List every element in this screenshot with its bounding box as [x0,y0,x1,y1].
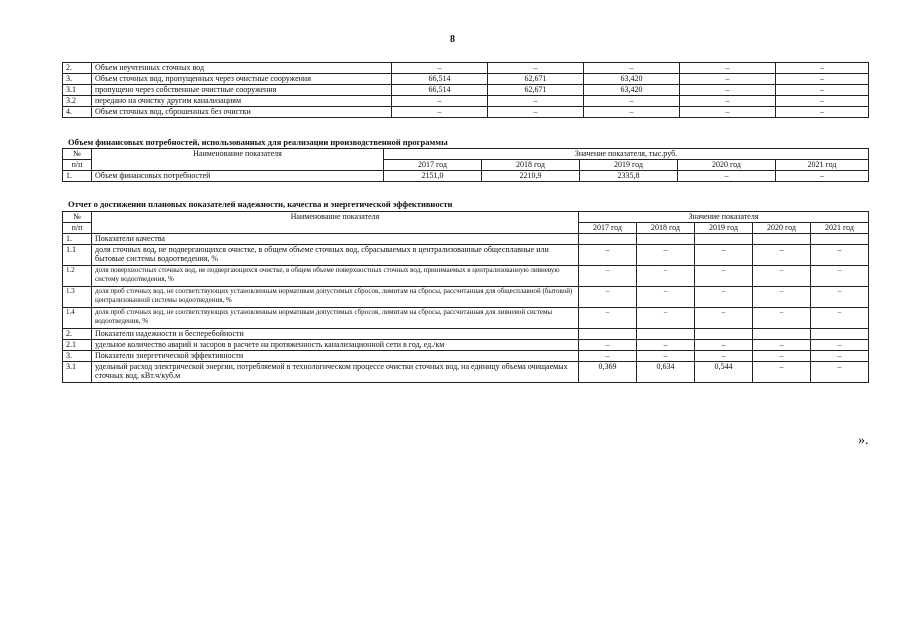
row-number-cell: 2.1 [63,340,92,351]
value-cell: – [637,308,695,329]
row-number-cell: 3. [63,351,92,362]
table-row [63,245,869,266]
row-number-cell: 4. [63,107,92,118]
value-cell: – [392,107,488,118]
value-cell: – [579,287,637,308]
indicator-name-cell: Показатели энергетической эффективности [92,351,579,362]
financial-needs-table [62,148,869,182]
indicator-name-cell: передано на очистку другим канализациям [92,96,392,107]
indicator-name-cell: удельное количество аварий и засоров в расчете на протяженность канализационной сети в год, ед./км [92,340,579,351]
value-cell [637,329,695,340]
value-cell [637,234,695,245]
value-cell: – [776,74,869,85]
value-cell: 2335,8 [580,171,678,182]
year-header: 2018 год [637,223,695,234]
row-number-cell: 3.1 [63,85,92,96]
value-cell: 62,671 [488,85,584,96]
value-cell: – [695,340,753,351]
value-cell: – [579,308,637,329]
value-cell: – [488,63,584,74]
value-cell: – [678,171,776,182]
value-cell: – [776,85,869,96]
value-cell: – [811,340,869,351]
value-cell: – [637,245,695,266]
table-row [63,351,869,362]
value-cell: – [584,96,680,107]
indicator-name-cell: Объем сточных вод, пропущенных через очистные сооружения [92,74,392,85]
value-cell: – [695,266,753,287]
value-cell: – [695,308,753,329]
year-header: 2017 год [579,223,637,234]
table-row [63,171,869,182]
year-header: 2021 год [776,160,869,171]
row-number-cell: 3.2 [63,96,92,107]
value-cell: – [637,340,695,351]
indicator-name-cell: доля проб сточных вод, не соответствующих установленным нормативам допустимых сбросов, лимитам на сбросы, рассчитанная для ливневой системы водоотведения, % [92,308,579,329]
financial-needs-caption: Объем финансовых потребностей, использованных для реализации производственной программы [68,137,448,147]
row-number-cell: 2. [63,329,92,340]
value-cell: – [680,96,776,107]
value-cell [811,329,869,340]
value-cell: 62,671 [488,74,584,85]
value-cell: – [488,107,584,118]
value-cell: – [579,340,637,351]
value-cell: 0,544 [695,362,753,383]
indicator-name-cell: доля поверхностных сточных вод, не подвергающихся очистке, в общем объеме поверхностных сточных вод, принимаемых в централизованную ливневую систему водоотведения, % [92,266,579,287]
value-cell: – [584,63,680,74]
value-cell [695,234,753,245]
value-cell: – [680,107,776,118]
value-cell: – [680,63,776,74]
indicator-name-cell: Показатели надежности и бесперебойности [92,329,579,340]
value-cell: 66,514 [392,85,488,96]
table-row [63,234,869,245]
indicator-name-cell: Объем сточных вод, сброшенных без очистки [92,107,392,118]
value-cell: – [579,245,637,266]
value-cell: 2151,0 [384,171,482,182]
value-cell [811,234,869,245]
value-cell: – [392,96,488,107]
table-row [63,63,869,74]
value-cell: – [811,362,869,383]
row-number-cell: 3.1 [63,362,92,383]
row-number-cell: 1.1 [63,245,92,266]
value-cell: – [753,340,811,351]
year-header: 2020 год [678,160,776,171]
value-cell: – [753,351,811,362]
value-cell: 0,634 [637,362,695,383]
header-row [63,212,869,223]
row-number-cell: 2. [63,63,92,74]
value-cell: – [695,287,753,308]
value-cell: – [637,351,695,362]
year-header: 2021 год [811,223,869,234]
value-cell: – [776,107,869,118]
header-num-sub: п/п [63,223,92,234]
page-number: 8 [450,34,455,45]
performance-indicators-table [62,211,869,383]
value-cell: – [584,107,680,118]
header-value: Значение показателя, тыс.руб. [384,149,869,160]
indicator-name-cell: доля сточных вод, не подвергающихся очистке, в общем объеме сточных вод, сбрасываемых в централизованные общесплавные или бытовые системы водоотведения, % [92,245,579,266]
value-cell: – [753,287,811,308]
row-number-cell: 1.4 [63,308,92,329]
row-number-cell: 1.2 [63,266,92,287]
value-cell: – [776,96,869,107]
value-cell: – [680,85,776,96]
indicator-name-cell: удельный расход электрической энергии, потребляемой в технологическом процессе очистки сточных вод, на единицу объема очищаемых сточных вод, кВт.ч/куб.м [92,362,579,383]
row-number-cell: 1. [63,171,92,182]
value-cell [579,329,637,340]
indicator-name-cell: пропущено через собственные очистные сооружения [92,85,392,96]
value-cell: – [680,74,776,85]
value-cell [753,329,811,340]
value-cell: – [637,287,695,308]
year-header: 2018 год [482,160,580,171]
value-cell: 63,420 [584,85,680,96]
header-row [63,149,869,160]
indicator-name-cell: Объем неучтенных сточных вод [92,63,392,74]
row-number-cell: 3. [63,74,92,85]
value-cell [579,234,637,245]
value-cell: – [488,96,584,107]
value-cell: – [695,351,753,362]
indicator-name-cell: Объем финансовых потребностей [92,171,384,182]
table-row [63,308,869,329]
table-row [63,266,869,287]
value-cell: – [695,245,753,266]
value-cell: – [811,287,869,308]
header-num: № [63,212,92,223]
value-cell: 66,514 [392,74,488,85]
header-name: Наименование показателя [92,149,384,171]
table-row [63,362,869,383]
header-num-sub: п/п [63,160,92,171]
value-cell: – [753,362,811,383]
row-number-cell: 1. [63,234,92,245]
value-cell: – [811,351,869,362]
performance-report-caption: Отчет о достижении плановых показателей надежности, качества и энергетической эффективности [68,199,453,209]
closing-mark: ». [858,433,869,448]
value-cell: – [753,266,811,287]
indicator-name-cell: доля проб сточных вод, не соответствующих установленным нормативам допустимых сбросов, лимитам на сбросы, рассчитанная для общесплавной (бытовой) централизованной системы водоотведения, % [92,287,579,308]
value-cell: – [776,171,869,182]
value-cell: – [579,351,637,362]
year-header: 2019 год [580,160,678,171]
year-header: 2017 год [384,160,482,171]
value-cell: – [811,308,869,329]
table-row [63,329,869,340]
value-cell: – [776,63,869,74]
table-row [63,85,869,96]
table-row [63,107,869,118]
value-cell: 0,369 [579,362,637,383]
value-cell [695,329,753,340]
value-cell: – [753,308,811,329]
header-value: Значение показателя [579,212,869,223]
row-number-cell: 1.3 [63,287,92,308]
value-cell: 63,420 [584,74,680,85]
value-cell: – [811,266,869,287]
year-header: 2020 год [753,223,811,234]
wastewater-volume-table [62,62,869,118]
table-row [63,74,869,85]
value-cell: – [637,266,695,287]
table-row [63,96,869,107]
value-cell: 2210,9 [482,171,580,182]
value-cell: – [811,245,869,266]
indicator-name-cell: Показатели качества [92,234,579,245]
table-row [63,287,869,308]
value-cell: – [753,245,811,266]
year-header: 2019 год [695,223,753,234]
value-cell: – [392,63,488,74]
header-num: № [63,149,92,160]
value-cell: – [579,266,637,287]
value-cell [753,234,811,245]
table-row [63,340,869,351]
header-name: Наименование показателя [92,212,579,234]
